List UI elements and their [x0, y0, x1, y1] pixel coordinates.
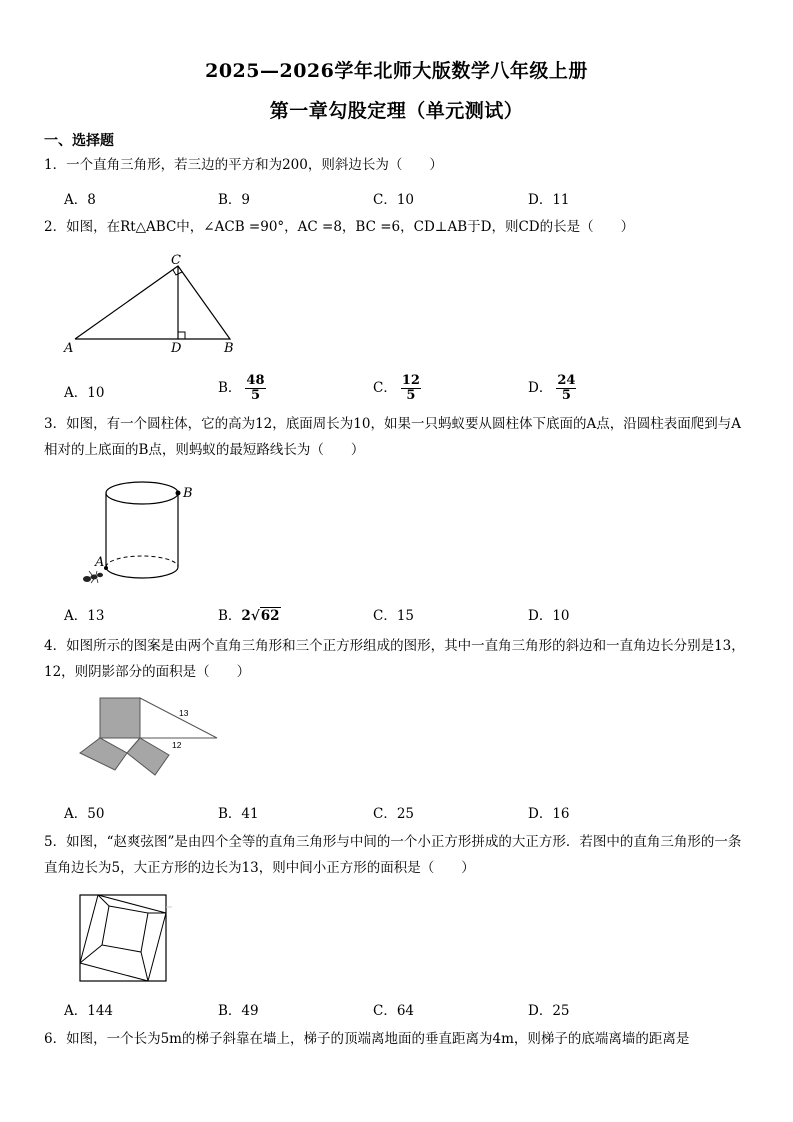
q2-label-a: A [64, 341, 74, 356]
q2-option-b[interactable] [218, 374, 266, 403]
q2-option-d-letter: D． [528, 380, 553, 396]
q5-option-c[interactable]: C．64 [373, 1003, 415, 1019]
question-3-text: 3．如图，有一个圆柱体，它的高为12，底面周长为10，如果一只蚂蚁要从圆柱体下底面的A点，沿圆柱表面爬到与A相对的上底面的B点，则蚂蚁的最短路线长为（ ） [44, 416, 741, 458]
q2-fraction-d-den: 5 [561, 388, 571, 403]
title-line-1: 2025—2026学年北师大版数学八年级上册 [205, 60, 588, 82]
q2-triangle-figure [60, 248, 250, 358]
q2-option-b-letter: B． [218, 380, 242, 396]
q4-squares-figure [78, 695, 228, 777]
q2-fraction-c-num: 12 [401, 373, 420, 388]
q2-option-b-fraction [245, 374, 265, 403]
q1-option-b[interactable]: B．9 [218, 192, 251, 208]
question-5-text: 5．如图，“赵爽弦图”是由四个全等的直角三角形与中间的一个小正方形拼成的大正方形．若图中的直角三角形的一条直角边长为5，大正方形的边长为13，则中间小正方形的面积是（ ） [44, 834, 742, 876]
q1-option-c[interactable]: C．10 [373, 192, 415, 208]
q1-option-a[interactable]: A．8 [64, 192, 96, 208]
q2-fraction-b-num: 48 [246, 373, 265, 388]
q4-option-b[interactable]: B．41 [218, 806, 259, 822]
section-heading: 一、选择题 [44, 133, 114, 149]
q4-label-13: 13 [179, 708, 189, 718]
q5-zhao-shuang-figure [78, 893, 178, 985]
q2-fraction-d-num: 24 [557, 373, 576, 388]
q3-radicand: 62 [260, 608, 280, 624]
q2-fraction-c-den: 5 [406, 388, 416, 403]
question-2-text: 2．如图，在Rt△ABC中，∠ACB =90°，AC =8，BC =6，CD⊥AB于D，则CD的长是（ ） [44, 219, 635, 235]
q3-option-b-letter: B． [218, 608, 242, 624]
q2-option-c-fraction [401, 374, 421, 403]
question-6-text: 6．如图，一个长为5m的梯子斜靠在墙上，梯子的顶端离地面的垂直距离为4m，则梯子的底端离墙的距离是 [44, 1031, 690, 1047]
q3-option-b[interactable] [218, 604, 281, 624]
q2-label-c: C [171, 253, 181, 268]
q2-option-c-letter: C． [373, 380, 397, 396]
q3-cylinder-figure [70, 476, 210, 588]
q2-label-b: B [224, 341, 234, 356]
q2-option-c[interactable] [373, 374, 421, 403]
q4-label-12: 12 [172, 740, 182, 750]
q4-option-a[interactable]: A．50 [64, 806, 105, 822]
q2-fraction-b-den: 5 [250, 388, 260, 403]
q3-label-a: A [95, 555, 105, 570]
q5-option-a[interactable]: A．144 [64, 1003, 114, 1019]
sqrt-icon: √ [250, 608, 260, 624]
question-1-text: 1．一个直角三角形，若三边的平方和为200，则斜边长为（ ） [44, 157, 443, 173]
q5-option-d[interactable]: D．25 [528, 1003, 570, 1019]
q2-option-a[interactable]: A．10 [64, 385, 105, 401]
q5-option-b[interactable]: B．49 [218, 1003, 259, 1019]
q3-option-c[interactable]: C．15 [373, 608, 415, 624]
q4-option-d[interactable]: D．16 [528, 806, 570, 822]
question-4-text: 4．如图所示的图案是由两个直角三角形和三个正方形组成的图形，其中一直角三角形的斜边和一直角边长分别是13，12，则阴影部分的面积是（ ） [44, 638, 745, 680]
q4-option-c[interactable]: C．25 [373, 806, 415, 822]
q3-option-d[interactable]: D．10 [528, 608, 570, 624]
q1-option-d[interactable]: D．11 [528, 192, 570, 208]
q3-radical-coef: 2 [241, 608, 251, 624]
q2-option-d[interactable] [528, 374, 576, 403]
q3-label-b: B [183, 486, 193, 501]
q2-label-d: D [171, 341, 182, 356]
q2-option-d-fraction [556, 374, 576, 403]
q3-radical [241, 607, 280, 624]
ant-icon [83, 571, 103, 583]
q3-option-a[interactable]: A．13 [64, 608, 105, 624]
title-line-2: 第一章勾股定理（单元测试） [269, 100, 524, 122]
